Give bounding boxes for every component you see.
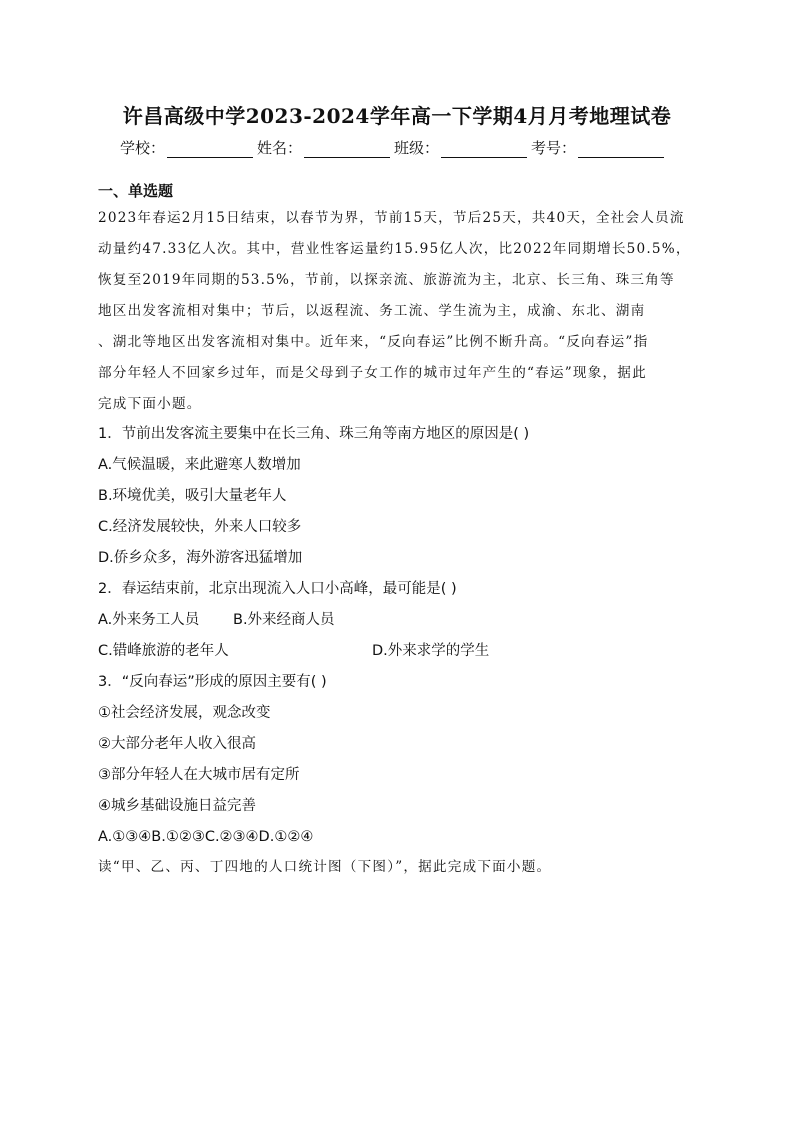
class-field (394, 137, 527, 158)
options-row (98, 636, 708, 667)
passage-line: 动量约47.33亿人次。其中，营业性客运量约15.95亿人次，比2022年同期增长50.5%， (98, 241, 691, 257)
class-blank[interactable] (441, 141, 527, 158)
option-a[interactable]: A.外来务工人员 (98, 612, 200, 628)
next-section-lead: 读“甲、乙、丙、丁四地的人口统计图（下图）”，据此完成下面小题。 (98, 859, 552, 875)
statement-1: ①社会经济发展，观念改变 (98, 705, 271, 721)
number-label: 考号： (531, 139, 577, 157)
option-c[interactable]: C.经济发展较快，外来人口较多 (98, 519, 302, 535)
statement-4: ④城乡基础设施日益完善 (98, 798, 256, 814)
option-d[interactable]: D.侨乡众多，海外游客迅猛增加 (98, 550, 303, 566)
name-field (257, 137, 390, 158)
statement-3: ③部分年轻人在大城市居有定所 (98, 767, 300, 783)
question-stem: 2．春运结束前，北京出现流入人口小高峰，最可能是( ) (98, 581, 457, 597)
option-b[interactable]: B.外来经商人员 (233, 612, 335, 628)
passage-line: 部分年轻人不回家乡过年，而是父母到子女工作的城市过年产生的“春运”现象，据此 (98, 365, 647, 381)
school-field (120, 137, 253, 158)
question-stem: 1．节前出发客流主要集中在长三角、珠三角等南方地区的原因是( ) (98, 426, 530, 442)
statement-2: ②大部分老年人收入很高 (98, 736, 256, 752)
class-label: 班级： (394, 139, 440, 157)
question-1 (98, 419, 708, 574)
reading-passage (98, 203, 698, 420)
question-3 (98, 667, 708, 853)
school-label: 学校： (120, 139, 166, 157)
passage-line: 地区出发客流相对集中；节后，以返程流、务工流、学生流为主，成渝、东北、湖南 (98, 303, 646, 319)
section-heading: 一、单选题 (98, 182, 174, 200)
page-title: 许昌高级中学2023-2024学年高一下学期4月月考地理试卷 (122, 104, 672, 128)
answer-options[interactable]: A.①③④B.①②③C.②③④D.①②④ (98, 829, 314, 845)
number-blank[interactable] (578, 141, 664, 158)
option-d[interactable]: D.外来求学的学生 (372, 643, 490, 659)
passage-line: 2023年春运2月15日结束，以春节为界，节前15天，节后25天，共40天，全社会人员流 (98, 210, 685, 226)
school-blank[interactable] (167, 141, 253, 158)
option-c[interactable]: C.错峰旅游的老年人 (98, 643, 229, 659)
question-2 (98, 574, 708, 667)
option-a[interactable]: A.气候温暖，来此避寒人数增加 (98, 457, 301, 473)
name-label: 姓名： (257, 139, 303, 157)
passage-line: 完成下面小题。 (98, 396, 202, 412)
question-stem: 3．“反向春运”形成的原因主要有( ) (98, 674, 327, 690)
options-row (98, 605, 708, 636)
name-blank[interactable] (304, 141, 390, 158)
student-info-row (120, 136, 680, 158)
passage-line: 、湖北等地区出发客流相对集中。近年来，“反向春运”比例不断升高。“反向春运”指 (98, 334, 649, 350)
option-b[interactable]: B.环境优美，吸引大量老年人 (98, 488, 287, 504)
number-field (531, 137, 664, 158)
passage-line: 恢复至2019年同期的53.5%，节前，以探亲流、旅游流为主，北京、长三角、珠三角等 (98, 272, 675, 288)
